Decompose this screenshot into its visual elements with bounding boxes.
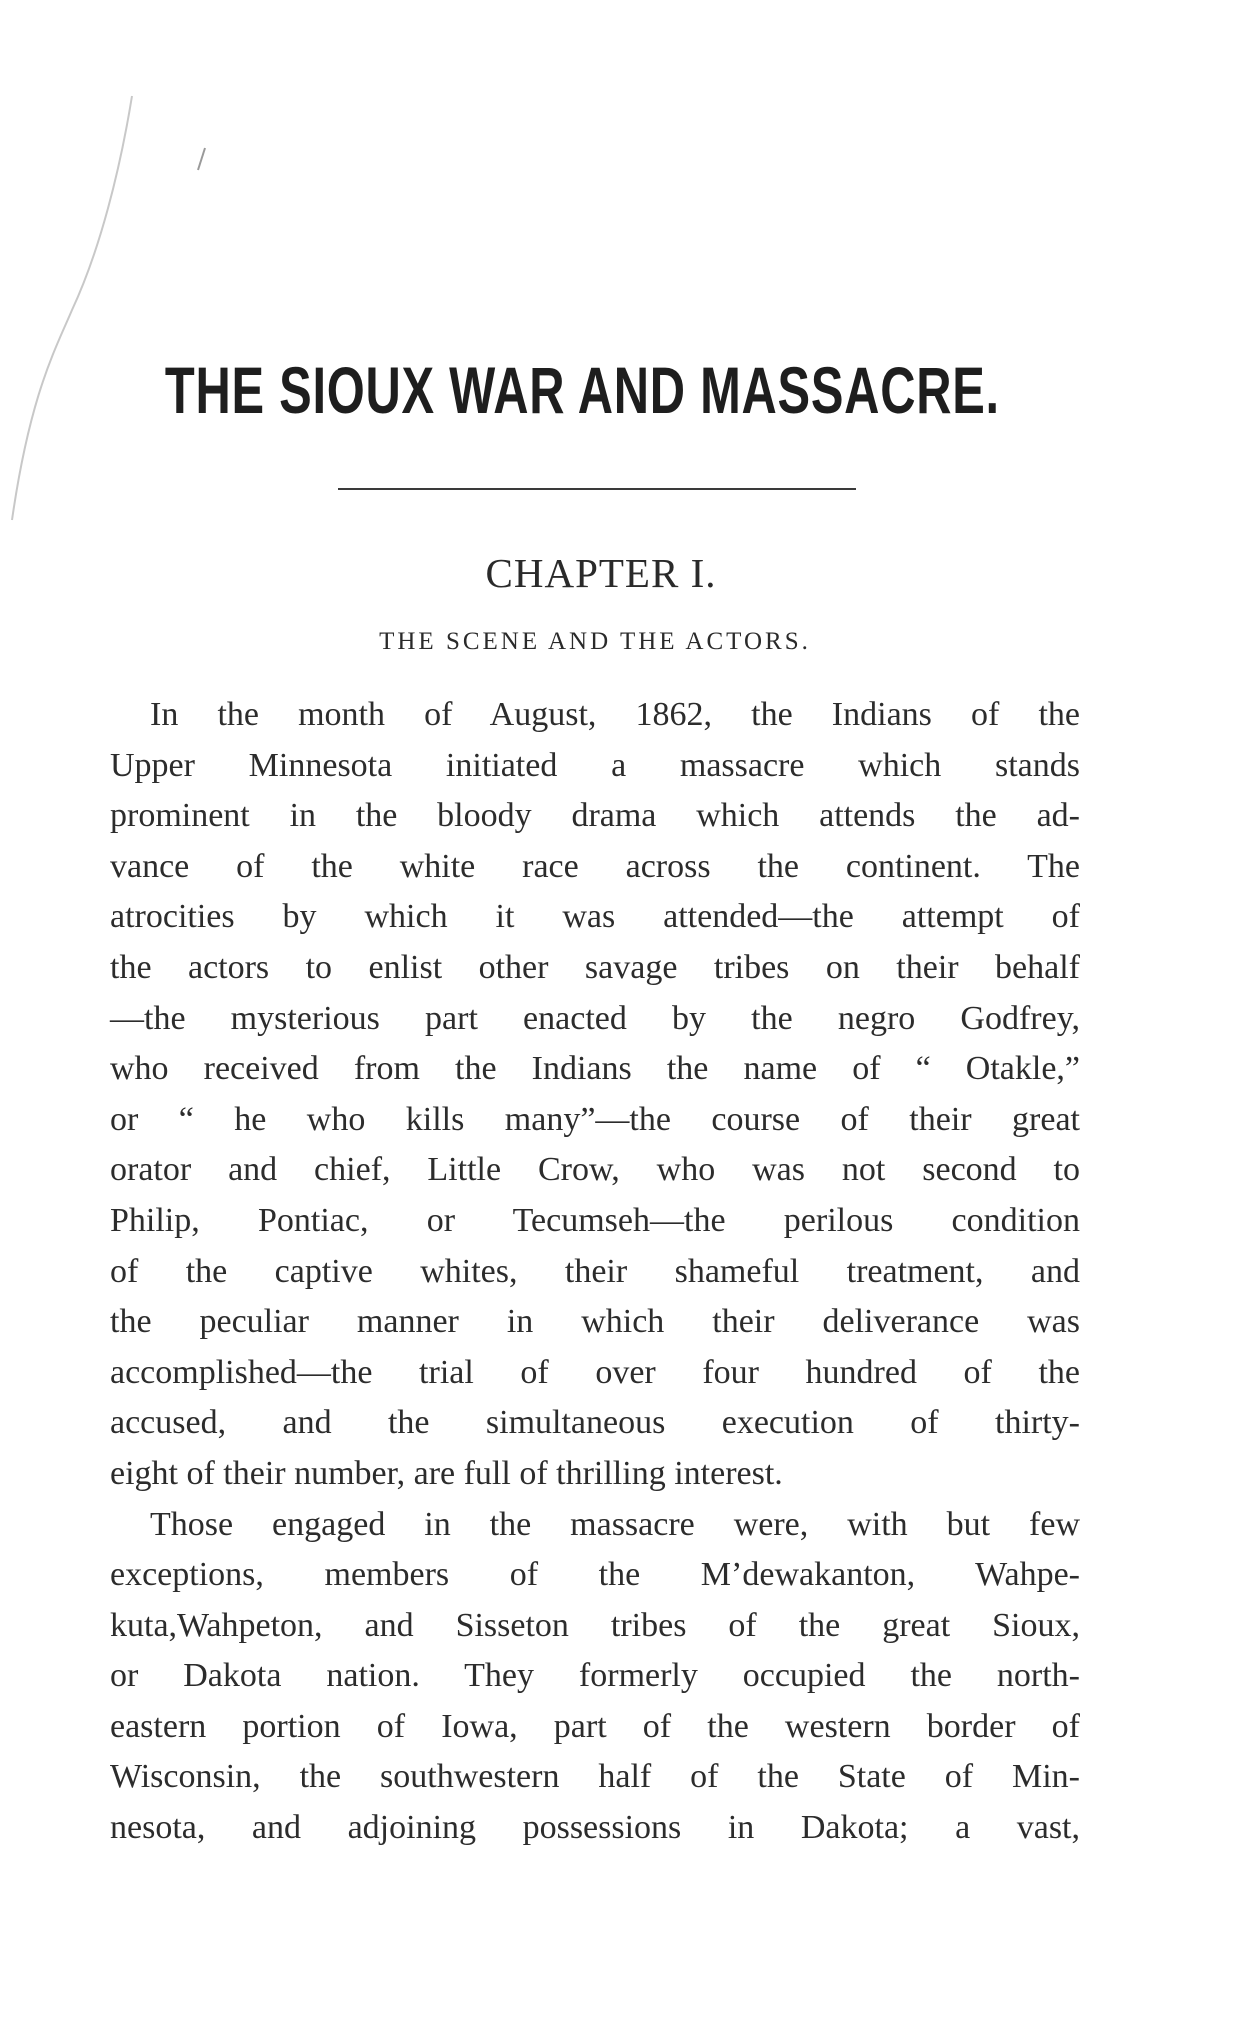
text-line: of the captive whites, their shameful treatment, and [110,1252,1080,1290]
text-line: or Dakota nation. They formerly occupied the north- [110,1657,1080,1695]
text-line: eastern portion of Iowa, part of the western border of [110,1707,1080,1745]
text-line: accomplished—the trial of over four hundred of the [110,1353,1080,1391]
text-line: kuta,Wahpeton, and Sisseton tribes of the great Sioux, [110,1606,1080,1644]
body-text [110,690,1080,1854]
text-line: nesota, and adjoining possessions in Dakota; a vast, [110,1809,1080,1847]
text-line: prominent in the bloody drama which attends the ad- [110,797,1080,835]
chapter-heading: CHAPTER I. [485,550,717,596]
text-line: In the month of August, 1862, the Indians of the [150,696,1080,733]
text-line: the actors to enlist other savage tribes on their behalf [110,948,1080,986]
text-line: Upper Minnesota initiated a massacre which stands [110,746,1080,784]
text-line: exceptions, members of the M’dewakanton, Wahpe- [110,1556,1080,1594]
text-line: Those engaged in the massacre were, with but few [150,1505,1080,1543]
text-line: eight of their number, are full of thrilling interest. [110,1454,783,1492]
text-line: vance of the white race across the continent. The [110,847,1080,885]
text-line: accused, and the simultaneous execution of thirty- [110,1404,1080,1442]
text-line: orator and chief, Little Crow, who was not second to [110,1151,1080,1189]
title-divider [338,488,856,490]
text-line: Philip, Pontiac, or Tecumseh—the perilous condition [110,1201,1080,1239]
text-line: Wisconsin, the southwestern half of the State of Min- [110,1758,1080,1796]
text-line: the peculiar manner in which their deliverance was [110,1303,1080,1341]
text-line: or “ he who kills many”—the course of their great [110,1100,1080,1138]
page-title: THE SIOUX WAR AND MASSACRE. [164,353,1000,427]
text-line: atrocities by which it was attended—the attempt of [110,898,1080,936]
chapter-subtitle: THE SCENE AND THE ACTORS. [379,628,811,655]
text-line: who received from the Indians the name of “ Otakle,” [110,1050,1080,1088]
text-line: —the mysterious part enacted by the negro Godfrey, [110,999,1080,1037]
